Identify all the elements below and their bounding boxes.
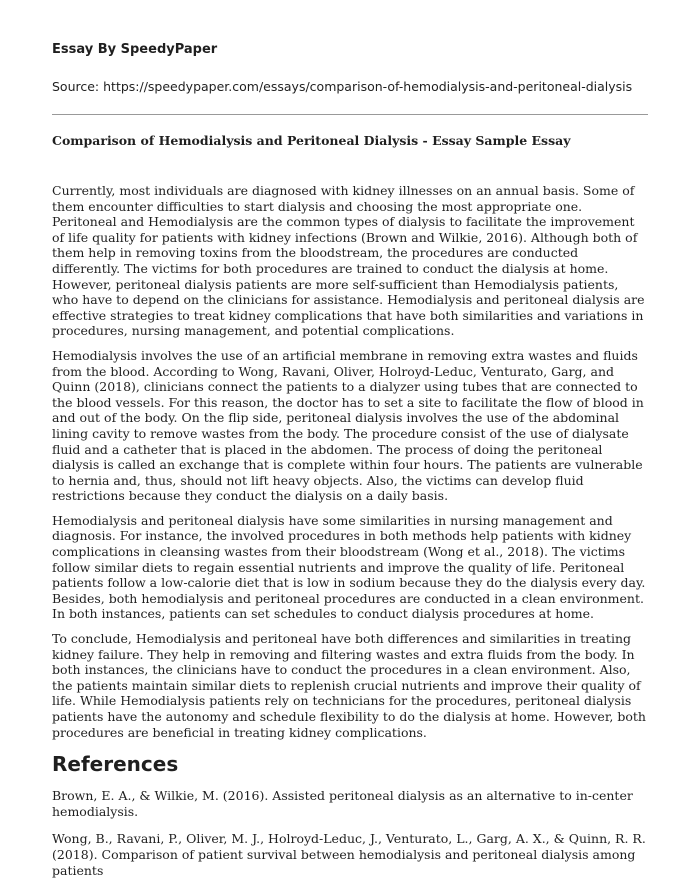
essay-paragraph: Currently, most individuals are diagnosed with kidney illnesses on an annual basis. Some of them encounter difficulties to start dialysis and choosing the most appropriate one. Peritoneal and Hemodialysis are the common types of dialysis to facilitate the improvement of life quality for patients with kidney infections (Brown and Wilkie, 2016). Although both of them help in removing toxins from the bloodstream, the procedures are conducted differently. The victims for both procedures are trained to conduct the dialysis at home. However, peritoneal dialysis patients are more self-sufficient than Hemodialysis patients, who have to depend on the clinicians for assistance. Hemodialysis and peritoneal dialysis are effective strategies to treat kidney complications that have both similarities and variations in procedures, nursing management, and potential complications.	[52, 183, 645, 339]
site-header-title: Essay By SpeedyPaper	[52, 42, 218, 57]
references-heading: References	[52, 752, 179, 777]
essay-paragraph: Hemodialysis involves the use of an artificial membrane in removing extra wastes and fluids from the blood. According to Wong, Ravani, Oliver, Holroyd-Leduc, Venturato, Garg, and Quinn (2018), clinicians connect the patients to a dialyzer using tubes that are connected to the blood vessels. For this reason, the doctor has to set a site to facilitate the flow of blood in and out of the body. On the flip side, peritoneal dialysis involves the use of the abdominal lining cavity to remove wastes from the body. The procedure consist of the use of dialysate fluid and a catheter that is placed in the abdomen. The process of doing the peritoneal dialysis is called an exchange that is complete within four hours. The patients are vulnerable to hernia and, thus, should not lift heavy objects. Also, the victims can develop fluid restrictions because they conduct the dialysis on a daily basis.	[52, 347, 644, 504]
source-line: Source: https://speedypaper.com/essays/comparison-of-hemodialysis-and-peritoneal-dialysis	[52, 79, 633, 94]
essay-title: Comparison of Hemodialysis and Peritoneal Dialysis - Essay Sample Essay	[52, 133, 571, 148]
essay-paragraph: To conclude, Hemodialysis and peritoneal have both differences and similarities in treating kidney failure. They help in removing and filtering wastes and extra fluids from the body. In both instances, the clinicians have to conduct the procedures in a clean environment. Also, the patients maintain similar diets to replenish crucial nutrients and improve their quality of life. While Hemodialysis patients rely on technicians for the procedures, peritoneal dialysis patients have the autonomy and schedule flexibility to do the dialysis at home. However, both procedures are beneficial in treating kidney complications.	[52, 631, 646, 740]
reference-item: Wong, B., Ravani, P., Oliver, M. J., Holroyd-Leduc, J., Venturato, L., Garg, A. X., & Quinn, R. R. (2018). Comparison of patient survival between hemodialysis and peritoneal dialysis among patients	[52, 831, 646, 878]
reference-item: Brown, E. A., & Wilkie, M. (2016). Assisted peritoneal dialysis as an alternative to in-center hemodialysis.	[52, 788, 633, 819]
header-divider	[52, 114, 648, 115]
essay-paragraph: Hemodialysis and peritoneal dialysis have some similarities in nursing management and diagnosis. For instance, the involved procedures in both methods help patients with kidney complications in cleansing wastes from their bloodstream (Wong et al., 2018). The victims follow similar diets to regain essential nutrients and improve the quality of life. Peritoneal patients follow a low-calorie diet that is low in sodium because they do the dialysis every day. Besides, both hemodialysis and peritoneal procedures are conducted in a clean environment. In both instances, patients can set schedules to conduct dialysis procedures at home.	[52, 512, 646, 622]
